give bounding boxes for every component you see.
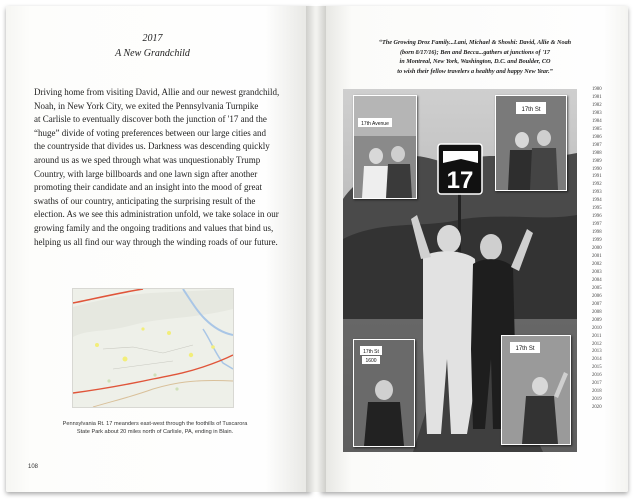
year-label: 1986 — [592, 134, 602, 140]
year-label: 2005 — [592, 285, 602, 291]
year-label: 1990 — [592, 166, 602, 172]
body-line: around us as we sped through what was unquestionably Trump — [34, 154, 261, 165]
year-label: 1994 — [592, 198, 602, 204]
year-label: 1989 — [592, 158, 602, 164]
year-label: 2010 — [592, 325, 602, 331]
caption-line: State Park about 20 miles north of Carlisle, PA, ending in Blain. — [76, 429, 234, 435]
route-17-sign-text: 17 — [446, 167, 474, 194]
year-label: 1980 — [592, 87, 602, 92]
year-label: 2016 — [592, 373, 602, 379]
body-line: swaths of our country, anticipating the surprising result of the — [34, 195, 256, 206]
year-label: 2011 — [592, 333, 602, 339]
book-gutter — [306, 6, 326, 492]
year-label: 2004 — [592, 277, 602, 283]
year-label: 2009 — [592, 317, 602, 323]
caption-line: in Montreal, New York, Washington, D.C. and Boulder, CO — [399, 58, 551, 66]
body-line: at Carlisle to eventually discover both the junction of '17 and the — [34, 114, 267, 125]
year-label: 1981 — [592, 94, 602, 100]
caption-line: (born 8/17/16); Ben and Becca...gathers at junctions of '17 — [399, 48, 551, 56]
year-label: 2000 — [592, 246, 602, 252]
year-label: 2003 — [592, 269, 602, 275]
year-label: 2002 — [592, 261, 602, 267]
year-label: 1993 — [592, 190, 602, 196]
year-label: 1982 — [592, 102, 602, 108]
year-label: 2008 — [592, 309, 602, 315]
family-photo-collage — [343, 89, 577, 452]
year-label: 1999 — [592, 238, 602, 244]
street-sign-text: 1600 — [365, 358, 377, 364]
caption-line: to wish their fellow travelers a healthy and happy New Year.” — [397, 67, 553, 75]
body-line: “huge” divide of voting preferences between our large cities and — [34, 127, 266, 138]
year-label: 1997 — [592, 222, 602, 228]
inset-photo-boulder — [501, 335, 571, 445]
body-line: Noah, in New York City, we exited the Pennsylvania Turnpike — [34, 100, 259, 111]
map-caption — [50, 420, 260, 436]
year-label: 2013 — [592, 349, 602, 355]
year-label: 1985 — [592, 126, 602, 132]
year-label: 2015 — [592, 365, 602, 371]
body-line: election. As we see this administration unfold, we take solace in our — [34, 209, 279, 220]
year-label: 1996 — [592, 214, 602, 220]
photo-caption — [330, 38, 620, 76]
body-line: the countryside that divides us. Darkness was descending quickly — [34, 141, 270, 152]
body-line: Country, with large billboards and one lawn sign after another — [34, 168, 258, 179]
caption-line: Pennsylvania Rt. 17 meanders east-west through the foothills of Tuscarora — [62, 421, 248, 427]
year-label: 1988 — [592, 150, 602, 156]
year-label: 1998 — [592, 230, 602, 236]
body-line: Driving home from visiting David, Allie and our newest grandchild, — [34, 87, 280, 97]
body-line: promoting their candidate and an insight into the mood of great — [34, 182, 262, 193]
body-line: growing family and the ongoing traditions and values that bind us, — [34, 222, 274, 233]
year-label: 1984 — [592, 118, 602, 124]
route-map-graphic — [73, 289, 233, 407]
body-paragraph — [34, 86, 286, 249]
year-label: 1987 — [592, 142, 602, 148]
chapter-year: 2017 — [142, 33, 163, 44]
year-label: 2017 — [592, 381, 602, 387]
year-label: 2001 — [592, 254, 602, 260]
year-label: 2006 — [592, 293, 602, 299]
page-number: 108 — [28, 464, 39, 470]
street-sign-text: 17th St — [363, 349, 379, 355]
year-label: 1995 — [592, 206, 602, 212]
street-sign-text: 17th Avenue — [361, 121, 389, 127]
body-line: helping us all find our way through the winding roads of our future. — [34, 236, 278, 247]
year-label: 2020 — [592, 405, 602, 411]
chapter-subtitle: A New Grandchild — [115, 48, 190, 59]
year-label: 1983 — [592, 110, 602, 116]
year-label: 1992 — [592, 182, 602, 188]
street-sign-text: 17th St — [521, 107, 541, 113]
route-map-image — [72, 288, 234, 408]
street-sign-text: 17th St — [515, 346, 535, 352]
year-timeline — [592, 86, 614, 412]
inset-photo-montreal — [353, 95, 417, 199]
year-label: 2014 — [592, 357, 602, 363]
year-label: 2007 — [592, 301, 602, 307]
year-label: 2019 — [592, 397, 602, 403]
year-label: 2012 — [592, 341, 602, 347]
caption-line: “The Growing Droz Family...Lani, Michael & Shoshi: David, Allie & Noah — [378, 39, 572, 46]
inset-photo-new-york — [495, 95, 567, 191]
inset-photo-washington — [353, 339, 415, 447]
year-label: 1991 — [592, 174, 602, 180]
year-label: 2018 — [592, 389, 602, 395]
